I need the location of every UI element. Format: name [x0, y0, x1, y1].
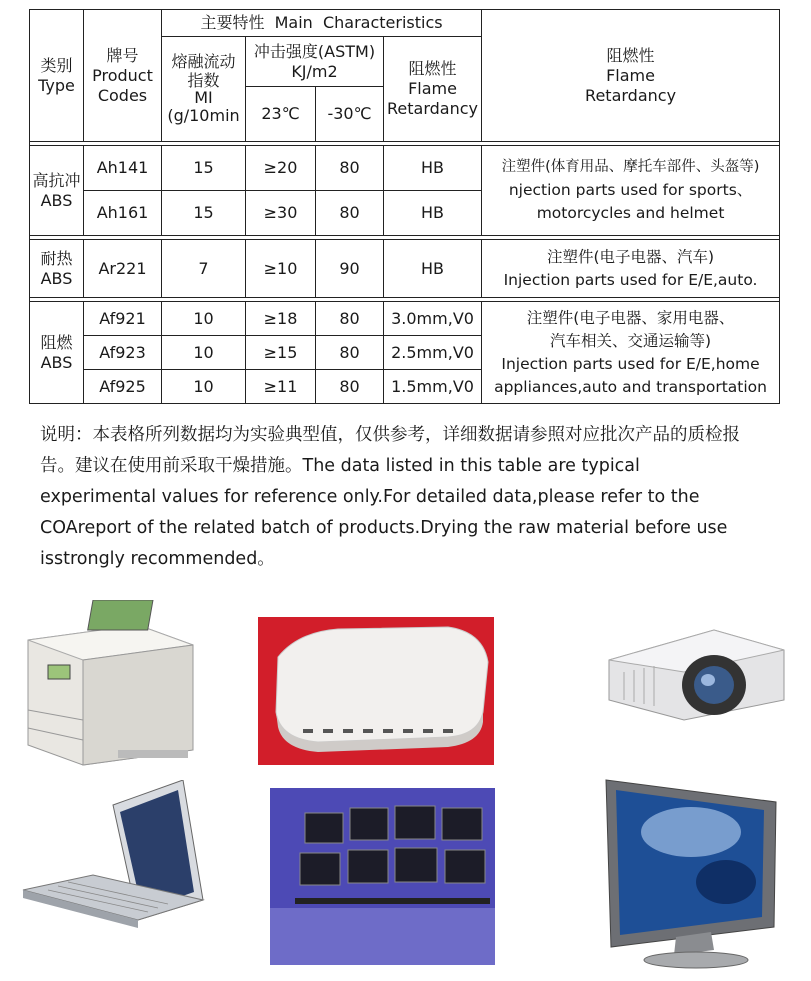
impact-minus30-cell: 80 — [316, 146, 384, 191]
impact-23-cell: ≥18 — [246, 302, 316, 336]
application-cell: 注塑件(体育用品、摩托车部件、头盔等) njection parts used for sports、 motorcycles and helmet — [482, 146, 780, 236]
impact-minus30-cell: 90 — [316, 240, 384, 298]
flame-cell: HB — [384, 146, 482, 191]
mi-cell: 10 — [162, 302, 246, 336]
code-cell: Af923 — [84, 336, 162, 370]
impact-23-cell: ≥10 — [246, 240, 316, 298]
mi-header: 熔融流动 指数 MI (g/10min — [162, 37, 246, 142]
table-row — [30, 302, 780, 336]
printer-image — [8, 600, 208, 770]
router-image — [258, 617, 494, 765]
code-cell: Ar221 — [84, 240, 162, 298]
application-header: 阻燃性 Flame Retardancy — [482, 10, 780, 142]
application-cell: 注塑件(电子电器、家用电器、 汽车相关、交通运输等) Injection parts used for E/E,home appliances,auto and transportation — [482, 302, 780, 404]
table-row — [30, 146, 780, 191]
code-cell: Ah161 — [84, 191, 162, 236]
mi-cell: 7 — [162, 240, 246, 298]
spec-table — [29, 9, 780, 404]
impact-23-cell: ≥20 — [246, 146, 316, 191]
flame-cell: HB — [384, 240, 482, 298]
code-cell: Af921 — [84, 302, 162, 336]
impact-minus30-cell: 80 — [316, 370, 384, 404]
impact-header: 冲击强度(ASTM) KJ/m2 — [246, 37, 384, 87]
impact-23-cell: ≥30 — [246, 191, 316, 236]
mi-cell: 15 — [162, 146, 246, 191]
code-cell: Af925 — [84, 370, 162, 404]
main-characteristics-header: 主要特性 Main Characteristics — [162, 10, 482, 37]
impact-minus30-cell: 80 — [316, 336, 384, 370]
impact-23-cell: ≥15 — [246, 336, 316, 370]
flame-cell: 3.0mm,V0 — [384, 302, 482, 336]
code-header: 牌号 Product Codes — [84, 10, 162, 142]
code-cell: Ah141 — [84, 146, 162, 191]
impact-23-cell: ≥11 — [246, 370, 316, 404]
flame-cell: 2.5mm,V0 — [384, 336, 482, 370]
flame-header: 阻燃性 Flame Retardancy — [384, 37, 482, 142]
type-cell: 高抗冲 ABS — [30, 146, 84, 236]
temp-23-header: 23℃ — [246, 87, 316, 142]
lcd-monitor-image — [596, 772, 796, 972]
projector-image — [594, 610, 794, 725]
type-header: 类别 Type — [30, 10, 84, 142]
flame-cell: HB — [384, 191, 482, 236]
mi-cell: 15 — [162, 191, 246, 236]
temp-minus30-header: -30℃ — [316, 87, 384, 142]
monitor-wall-image — [270, 788, 495, 965]
mi-cell: 10 — [162, 370, 246, 404]
type-cell: 阻燃 ABS — [30, 302, 84, 404]
impact-minus30-cell: 80 — [316, 191, 384, 236]
laptop-image — [18, 780, 218, 940]
impact-minus30-cell: 80 — [316, 302, 384, 336]
mi-cell: 10 — [162, 336, 246, 370]
flame-cell: 1.5mm,V0 — [384, 370, 482, 404]
disclaimer-note: 说明：本表格所列数据均为实验典型值，仅供参考，详细数据请参照对应批次产品的质检报告。建议在使用前采取干燥措施。The data listed in this table are typical experimental values for reference only.For detailed data,please refer to the COAreport of the related batch of products.Drying the raw material before use isstrongly recommended。 — [40, 425, 740, 569]
type-cell: 耐热 ABS — [30, 240, 84, 298]
application-cell: 注塑件(电子电器、汽车) Injection parts used for E/E,auto. — [482, 240, 780, 298]
table-row — [30, 240, 780, 298]
